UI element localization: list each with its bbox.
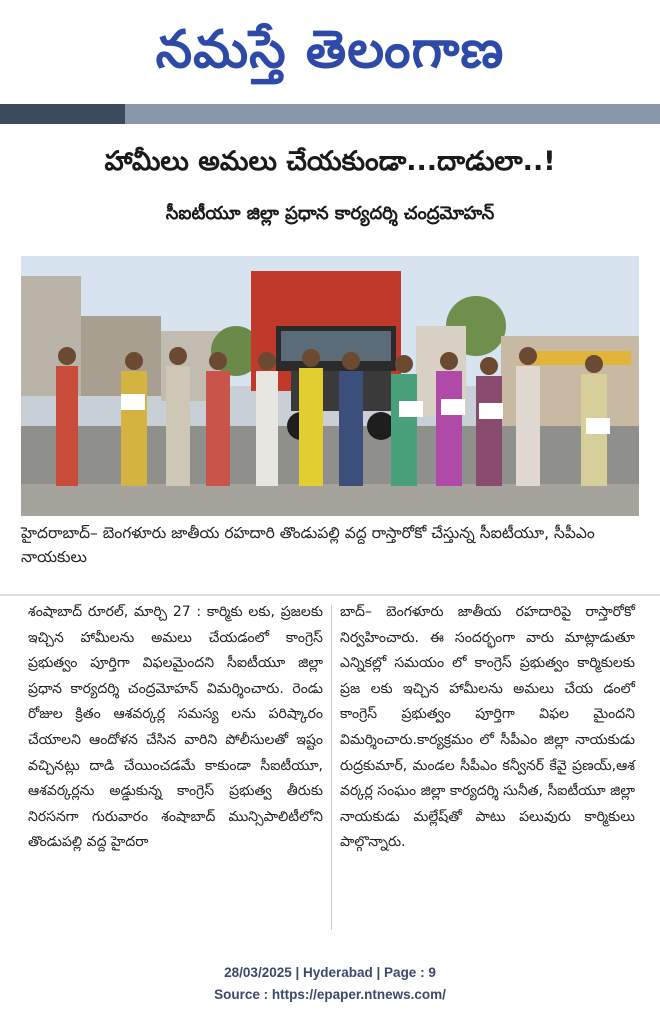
article-subheadline: సీఐటీయూ జిల్లా ప్రధాన కార్యదర్శి చంద్రమోహన్ (165, 203, 495, 224)
article-headline: హామీలు అమలు చేయకుండా...దాడులా..! (104, 146, 556, 177)
column-separator (331, 605, 332, 930)
article-body-right-column: బాద్– బెంగళూరు జాతీయ రహదారిపై రాస్తారోకో నిర్వహించారు. ఈ సందర్భంగా వారు మాట్లాడుతూ ఎన్నికల్లో సమయం లో కాంగ్రెస్ ప్రభుత్వం కార్మికులకు ప్రజ లకు ఇచ్చిన హామీలను అమలు చేయ డంలో కాంగ్రెస్ ప్రభుత్వం పూర్తిగా విఫల మైందని విమర్శించారు.కార్యక్రమం లో సీపీఎం జిల్లా నాయకుడు రుద్రకుమార్, మండల సీపీఎం కన్వీనర్ కేవై ప్రణయ్,ఆశ వర్కర్ల సంఘం జిల్లా కార్యదర్శి సునీత, సీఐటీయూ జిల్లా నాయకుడు మల్లేష్‌తో పాటు పలువురు కార్మికులు పాల్గొన్నారు. (340, 604, 635, 851)
masthead (0, 0, 660, 100)
footer-dateline: 28/03/2025 | Hyderabad | Page : 9 (224, 965, 436, 980)
caption-divider (0, 594, 660, 596)
footer-source-link[interactable]: Source : https://epaper.ntnews.com/ (214, 987, 446, 1002)
newspaper-logo: నమస్తే తెలంగాణ (155, 19, 505, 80)
photo-caption: హైదరాబాద్– బెంగళూరు జాతీయ రహదారి తొండుపల్లి వద్ద రాస్తారోకో చేస్తున్న సీఐటీయూ, సీపీఎం నాయకులు (21, 524, 595, 566)
article-body-left-column: శంషాబాద్ రూరల్, మార్చి 27 : కార్మికు లకు, ప్రజలకు ఇచ్చిన హామీలను అమలు చేయడంలో కాంగ్రెస్ ప్రభుత్వం పూర్తిగా విఫలమైందని సీఐటీయూ జిల్లా ప్రధాన కార్యదర్శి చంద్రమోహన్ విమర్శించారు. రెండు రోజుల క్రితం ఆశవర్కర్ల సమస్య లను పరిష్కారం చేయాలని ఆందోళన చేసిన వారిని పోలీసులతో ఇష్టం వచ్చినట్లు దాడి చేయించడమే కాకుండా సీఐటీయూ, ఆశవర్కర్లను అడ్డుకున్న కాంగ్రెస్ ప్రభుత్వ తీరుకు నిరసనగా గురువారం శంషాబాద్ మున్సిపాలిటీలోని తొండుపల్లి వద్ద హైదరా (28, 604, 323, 851)
news-photo (21, 256, 639, 516)
protest-photo-illustration (21, 256, 639, 516)
page-footer (0, 962, 660, 1006)
header-rule-accent (0, 104, 125, 124)
